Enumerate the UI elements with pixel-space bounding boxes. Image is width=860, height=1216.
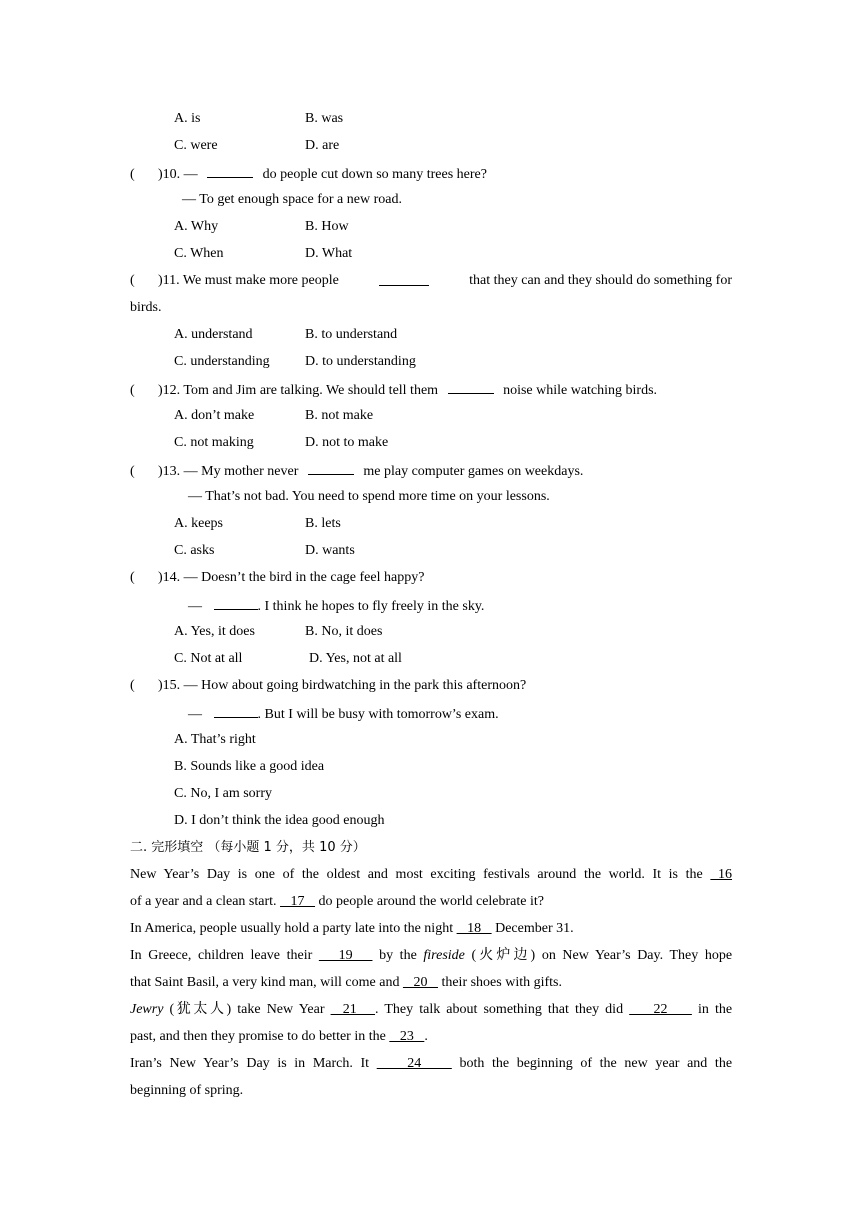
- q12-question: ( )12. Tom and Jim are talking. We should tell them noise while watching birds.: [130, 380, 732, 400]
- cloze-blank-18: 18: [456, 921, 492, 936]
- cloze-blank-24: 24: [376, 1056, 452, 1071]
- q12-option-b: B. not make: [305, 408, 374, 423]
- cloze-line-4: In Greece, children leave their 19 by the fireside (火炉边) on New Year’s Day. They hope: [130, 948, 733, 963]
- q11-option-c: C. understanding: [174, 354, 270, 369]
- cloze-blank-19: 19: [318, 948, 373, 963]
- q15-answer-blank: [214, 704, 258, 718]
- q15-option-a: A. That’s right: [174, 732, 256, 747]
- section-heading: 二. 完形填空 （每小题 1 分，共 10 分）: [130, 840, 366, 855]
- cloze-blank-21: 21: [330, 1002, 376, 1017]
- q11-option-d: D. to understanding: [305, 354, 416, 369]
- cloze-line-9: beginning of spring.: [130, 1083, 244, 1098]
- q11-continued: birds.: [130, 300, 162, 315]
- q13-answer-blank: [308, 461, 354, 475]
- q15-option-d: D. I don’t think the idea good enough: [174, 813, 385, 828]
- q12-option-a: A. don’t make: [174, 408, 255, 423]
- q12-option-d: D. not to make: [305, 435, 389, 450]
- q10-question: ( )10. — do people cut down so many trees here?: [130, 164, 732, 184]
- cloze-line-6: Jewry (犹太人) take New Year 21 . They talk about something that they did 22 in the: [130, 1002, 733, 1017]
- q11-answer-blank: [379, 272, 429, 286]
- q9-option-b: B. was: [305, 111, 344, 126]
- q14-answer-blank: [214, 596, 258, 610]
- q10-reply: — To get enough space for a new road.: [182, 192, 402, 207]
- cloze-blank-23: 23: [389, 1029, 425, 1044]
- cloze-blank-22: 22: [629, 1002, 692, 1017]
- q14-option-c: C. Not at all: [174, 651, 243, 666]
- q14-option-b: B. No, it does: [305, 624, 383, 639]
- q13-option-a: A. keeps: [174, 516, 223, 531]
- q9-option-c: C. were: [174, 138, 218, 153]
- cloze-line-2: of a year and a clean start. 17 do people around the world celebrate it?: [130, 894, 544, 909]
- cloze-blank-17: 17: [280, 894, 316, 909]
- q12-option-c: C. not making: [174, 435, 254, 450]
- q14-option-a: A. Yes, it does: [174, 624, 255, 639]
- q15-question: ( )15. — How about going birdwatching in the park this afternoon?: [130, 678, 527, 693]
- q11-option-a: A. understand: [174, 327, 253, 342]
- q14-option-d: D. Yes, not at all: [309, 651, 402, 666]
- q12-answer-blank: [448, 380, 494, 394]
- q15-option-b: B. Sounds like a good idea: [174, 759, 325, 774]
- cloze-line-7: past, and then they promise to do better in the 23 .: [130, 1029, 428, 1044]
- q15-reply: — . But I will be busy with tomorrow’s exam.: [188, 704, 499, 724]
- q10-option-d: D. What: [305, 246, 353, 261]
- cloze-line-1: New Year’s Day is one of the oldest and most exciting festivals around the world. It is the 16: [130, 867, 733, 882]
- q13-option-c: C. asks: [174, 543, 215, 558]
- q11-option-b: B. to understand: [305, 327, 398, 342]
- q9-option-a: A. is: [174, 111, 201, 126]
- q9-option-d: D. are: [305, 138, 340, 153]
- cloze-blank-16: 16: [710, 867, 733, 882]
- cloze-line-5: that Saint Basil, a very kind man, will come and 20 their shoes with gifts.: [130, 975, 562, 990]
- q10-answer-blank: [207, 164, 253, 178]
- q10-option-b: B. How: [305, 219, 349, 234]
- q13-option-b: B. lets: [305, 516, 341, 531]
- q13-question: ( )13. — My mother never me play computer games on weekdays.: [130, 461, 732, 481]
- q13-option-d: D. wants: [305, 543, 355, 558]
- cloze-line-8: Iran’s New Year’s Day is in March. It 24 both the beginning of the new year and the: [130, 1056, 733, 1071]
- q13-reply: — That’s not bad. You need to spend more time on your lessons.: [188, 489, 550, 504]
- q14-question: ( )14. — Doesn’t the bird in the cage feel happy?: [130, 570, 425, 585]
- q10-option-c: C. When: [174, 246, 224, 261]
- q11-question: ( )11. We must make more people that they can and they should do something for: [130, 273, 732, 288]
- q14-reply: — . I think he hopes to fly freely in the sky.: [188, 596, 484, 616]
- cloze-line-3: In America, people usually hold a party late into the night 18 December 31.: [130, 921, 574, 936]
- cloze-blank-20: 20: [402, 975, 438, 990]
- q15-option-c: C. No, I am sorry: [174, 786, 272, 801]
- q10-option-a: A. Why: [174, 219, 219, 234]
